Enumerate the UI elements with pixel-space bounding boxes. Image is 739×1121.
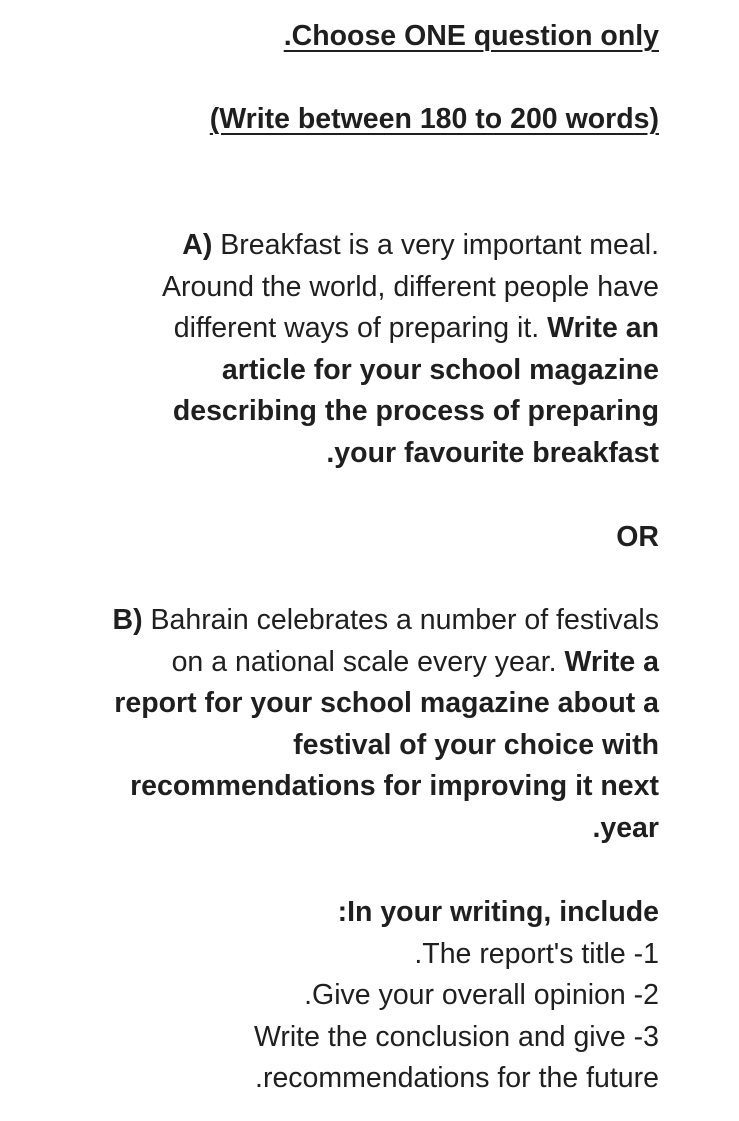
question-a-line-3-text: different ways of preparing it.: [173, 312, 548, 345]
question-a-line-6: .your favourite breakfast: [326, 436, 659, 469]
question-b-line-3: report for your school magazine about a: [114, 687, 659, 720]
include-item: .recommendations for the future: [255, 1062, 659, 1095]
include-item: .The report's title -1: [414, 937, 659, 970]
include-section: [19, 892, 659, 1100]
or-separator: [19, 517, 659, 559]
question-b-line-6: .year: [592, 811, 659, 844]
question-b-line-4: festival of your choice with: [293, 728, 659, 761]
include-heading: :In your writing, include: [337, 896, 659, 928]
question-b-line-5: recommendations for improving it next: [130, 770, 659, 803]
question-b-line-2-bold: Write a: [564, 645, 659, 678]
choose-instruction: [19, 16, 659, 58]
or-label: OR: [616, 521, 659, 553]
question-a-line-2: Around the world, different people have: [162, 270, 659, 303]
question-b-line-2-text: on a national scale every year.: [171, 645, 565, 678]
question-b-marker: B): [112, 604, 143, 636]
question-a-marker: A): [182, 229, 213, 261]
question-b-line-2: [19, 642, 659, 684]
question-a-line-3-bold: Write an: [547, 312, 659, 345]
word-count-text: (Write between 180 to 200 words): [209, 103, 659, 135]
question-b-line-1-text: Bahrain celebrates a number of festivals: [142, 604, 659, 636]
choose-one-text: .Choose ONE question only: [283, 20, 659, 52]
question-a-line-1-text: Breakfast is a very important meal.: [212, 229, 659, 261]
question-a: [19, 225, 659, 475]
question-a-line-5: describing the process of preparing: [172, 395, 659, 428]
word-count-instruction: [19, 99, 659, 141]
question-a-line-3: [19, 308, 659, 350]
include-item: Write the conclusion and give -3: [253, 1020, 659, 1053]
question-b: [19, 600, 659, 850]
question-b-line-1: [19, 600, 659, 642]
question-a-line-1: [19, 225, 659, 267]
include-item: .Give your overall opinion -2: [304, 979, 659, 1012]
question-a-line-4: article for your school magazine: [221, 353, 659, 386]
